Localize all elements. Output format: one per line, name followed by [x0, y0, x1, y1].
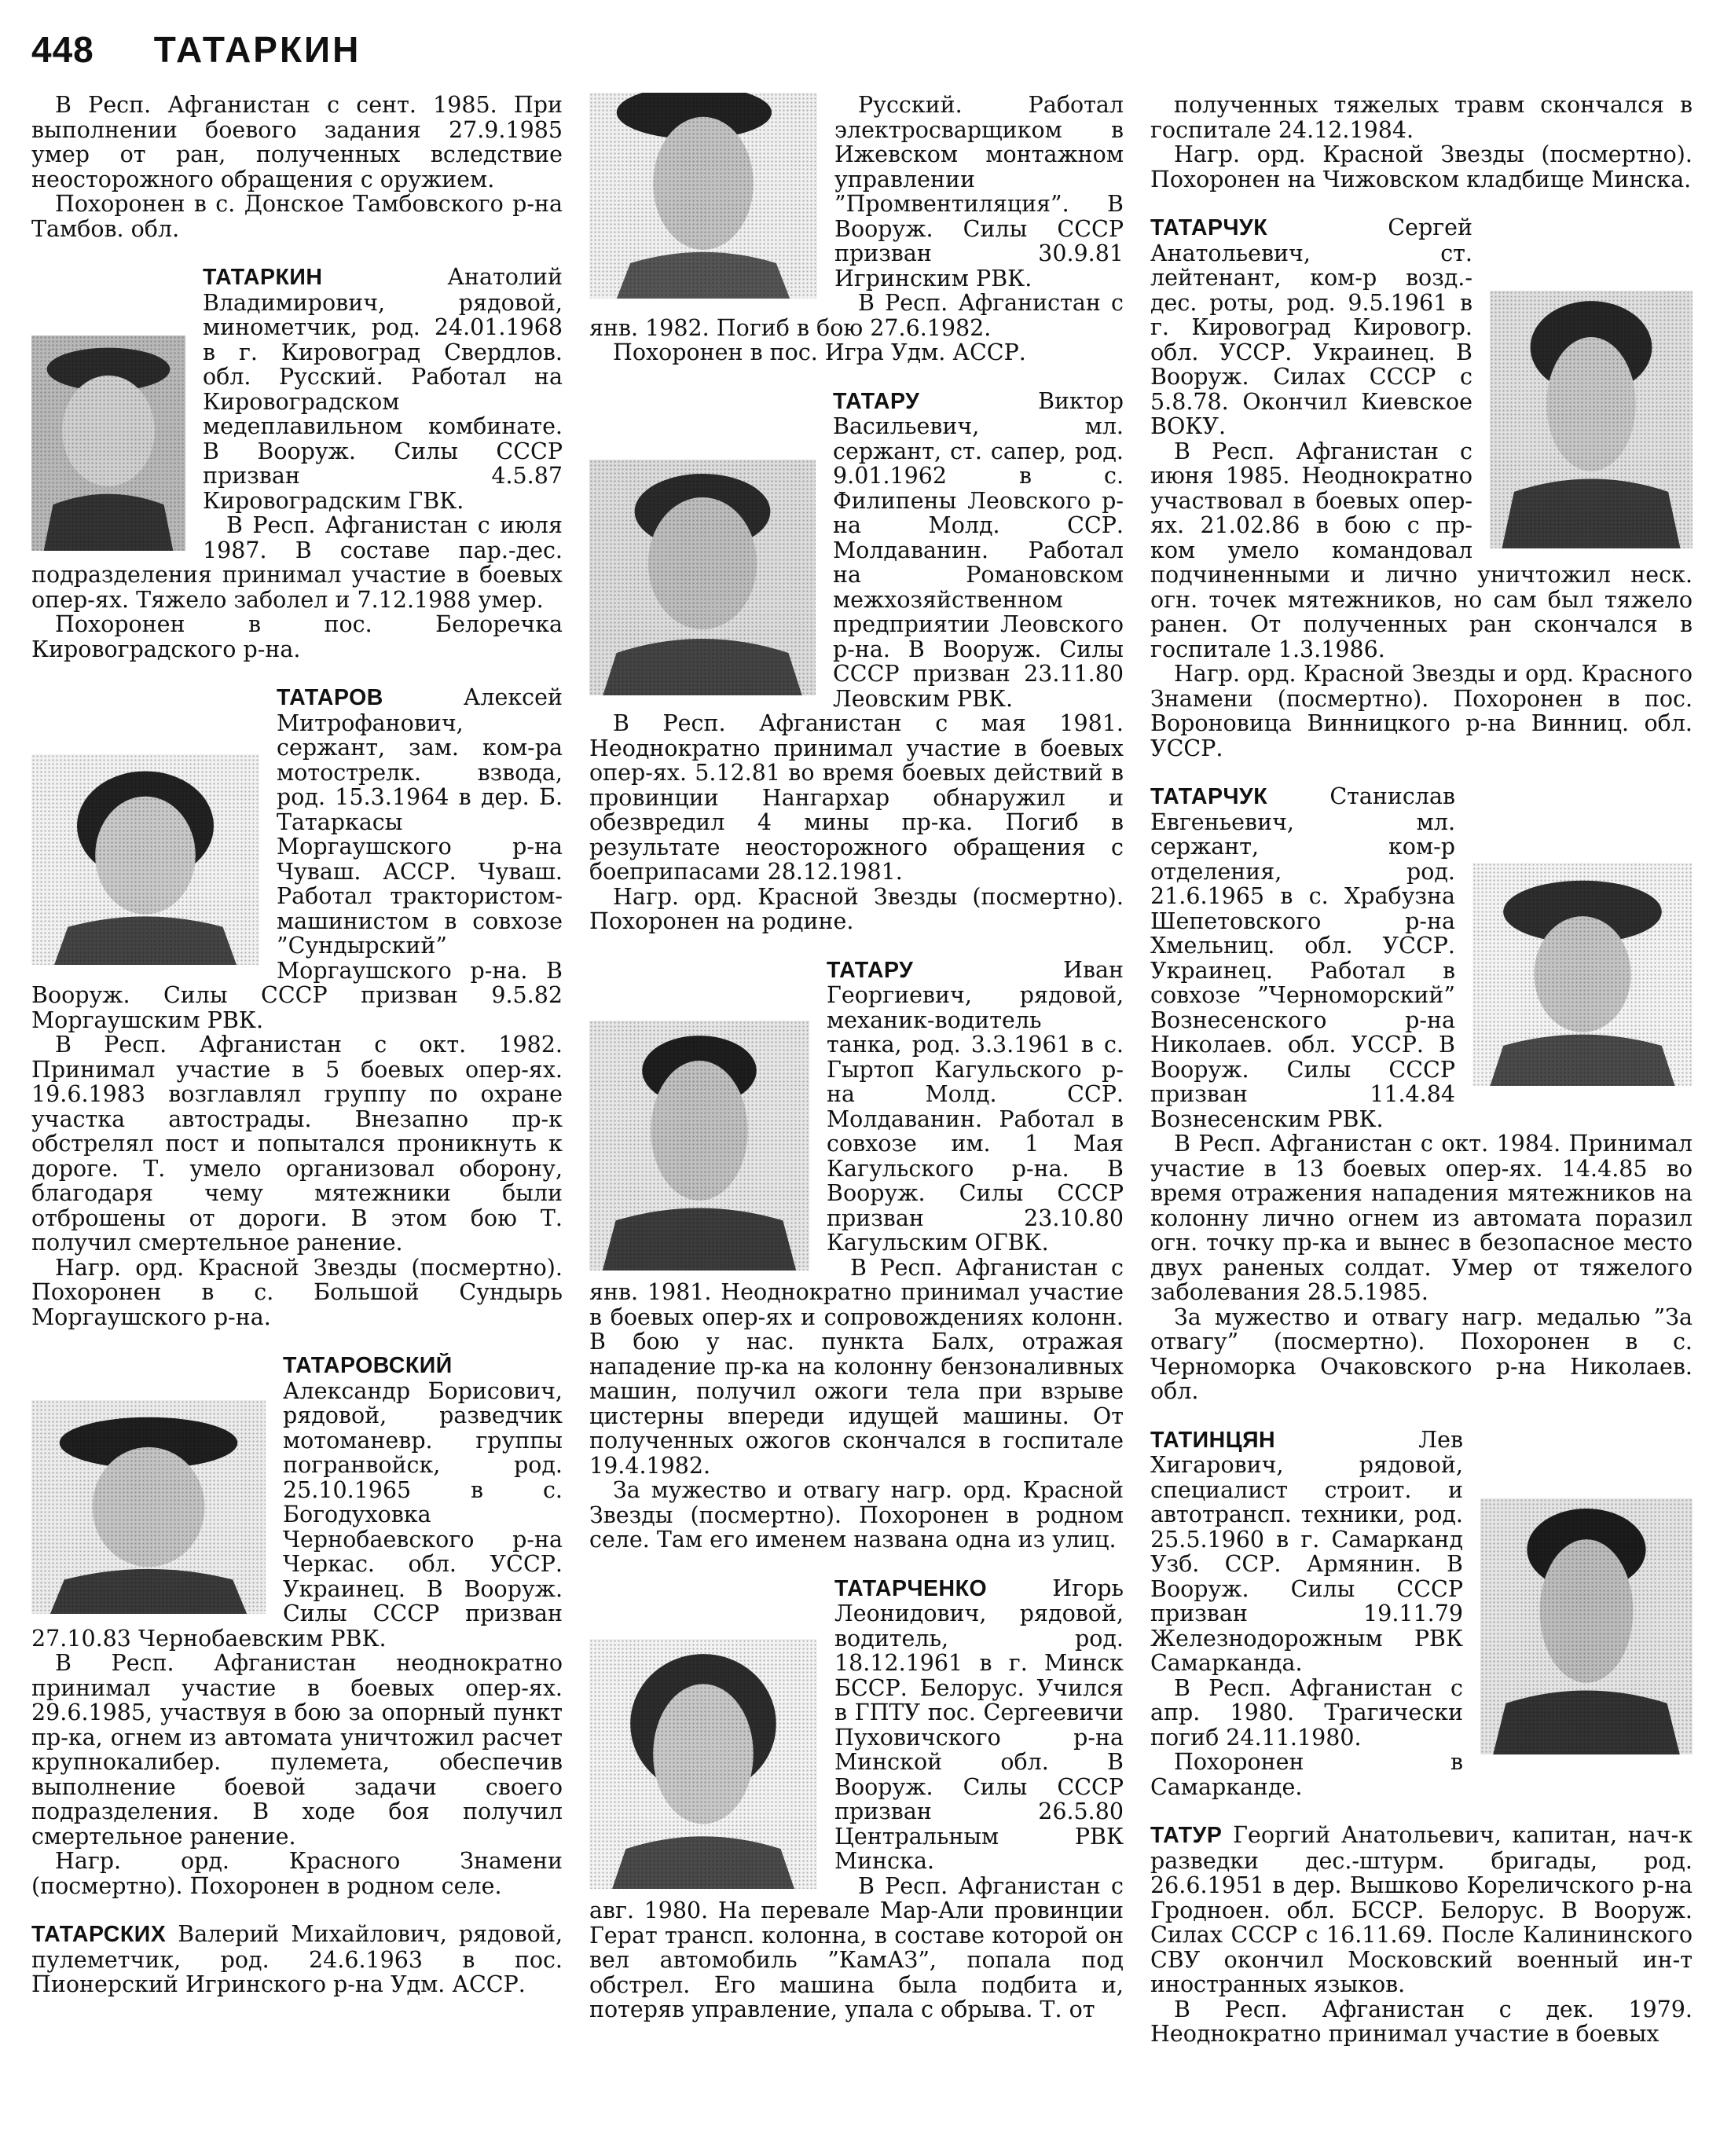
entry-paragraph: Русский. Работал электросварщиком в Ижевском монтажном управлении ”Промвентиляция”. В Вооруж. Силы СССР призван 30.9.81 Игринским РВК.: [834, 93, 1124, 292]
entry-paragraph: В Респ. Афганистан с янв. 1982. Погиб в бою 27.6.1982.: [589, 290, 1124, 341]
portrait-photo: [589, 1639, 817, 1889]
entry-paragraph: В Респ. Афганистан с дек. 1979. Неоднократно принимал участие в боевых: [1150, 1996, 1692, 2047]
entry-lead: Алексей Митрофанович, сержант, зам. ком-ра мотострелк. взвода, род. 15.3.1964 в дер. Б. Татаркасы Моргаушского р-на Чуваш. АССР. Чуваш. Работал трактористом-машинистом в совхозе ”Сундырский” Моргаушского р-на. В Вооруж. Силы СССР призван 9.5.82 Моргаушским РВК.: [31, 685, 563, 1033]
entry-name: ТАТАРСКИХ: [31, 1922, 167, 1947]
entry-paragraph: В Респ. Афганистан с апр. 1980. Трагически погиб 24.11.1980.: [1150, 1674, 1463, 1751]
entry-name: ТАТАРУ: [827, 957, 914, 983]
entry-paragraph: В Респ. Афганистан с авг. 1980. На перевале Мар-Али провинции Герат трансп. колонна, в составе которой он вел автомобиль ”КамАЗ”, попала под обстрел. Его машина была подбита и, потеряв управление, упала с обрыва. Т. от: [589, 1872, 1124, 2022]
entry-lead: Лев Хигарович, рядовой, специалист строит. и автотрансп. техники, род. 25.5.1960 в г. Самарканд Узб. ССР. Армянин. В Вооруж. Силы СССР призван 19.11.79 Железнодорожным РВК Самарканда.: [1150, 1427, 1463, 1676]
entry-tatarchuk-sergey: [1150, 215, 1692, 761]
entry-name: ТАТАРЧУК: [1150, 784, 1268, 809]
portrait-photo: [1472, 863, 1692, 1086]
running-headword: ТАТАРКИН: [153, 29, 361, 70]
entry-name: ТАТАРОВ: [277, 685, 383, 710]
entry-tatintsyan: [1150, 1428, 1692, 1800]
entry-lead: Георгий Анатольевич, капитан, нач-к разведки дес.-штурм. бригады, род. 26.6.1951 в дер. Вышково Кореличского р-на Гродноен. обл. БССР. Белорус. В Вооруж. Силах СССР с 16.11.69. После Калининского СВУ окончил Московский военный ин-т иностранных языков.: [1150, 1823, 1692, 1997]
entry-name: ТАТИНЦЯН: [1150, 1427, 1276, 1453]
portrait-photo: [31, 754, 259, 965]
entry-paragraph: В Респ. Афганистан с июля 1987. В составе пар.-дес. подразделения принимал участие в боевых опер-ях. Тяжело заболел и 7.12.1988 умер.: [31, 512, 563, 613]
entry-lead: Валерий Михайлович, рядовой, пулеметчик, род. 24.6.1963 в пос. Пионерский Игринского р-на Удм. АССР.: [31, 1922, 563, 1997]
entry-tataru-ivan: [589, 958, 1124, 1553]
portrait-photo: [589, 1021, 809, 1270]
entry-tatur: [1150, 1823, 1692, 2047]
portrait-photo: [1480, 1498, 1692, 1754]
entry-lead: Анатолий Владимирович, рядовой, минометчик, род. 24.01.1968 в г. Кировоград Свердлов. обл. Русский. Работал на Кировоградском медеплавильном комбинате. В Вооруж. Силы СССР призван 4.5.87 Кировоградским ГВК.: [203, 265, 563, 514]
portrait-photo: [31, 1400, 266, 1614]
entry-tatarov: [31, 685, 563, 1329]
entry-tatarovsky: [31, 1353, 563, 1898]
entry-paragraph: За мужество и отвагу нагр. медалью ”За отвагу” (посмертно). Похоронен в с. Черноморка Очаковского р-на Николаев. обл.: [1150, 1304, 1692, 1404]
entry-lead: Виктор Васильевич, мл. сержант, ст. сапер, род. 9.01.1962 в с. Филипены Леовского р-на Молд. ССР. Молдаванин. Работал на Романовском межхозяйственном предприятии Леовского р-на. В Вооруж. Силы СССР призван 23.11.80 Леовским РВК.: [833, 388, 1124, 712]
entry-name: ТАТАРЧЕНКО: [834, 1575, 988, 1601]
entry-paragraph: Похоронен в с. Донское Тамбовского р-на Тамбов. обл.: [31, 191, 563, 241]
entry-name: ТАТАРКИН: [203, 265, 323, 290]
entry-paragraph: Нагр. орд. Красной Звезды (посмертно). Похоронен в с. Большой Сундырь Моргаушского р-на.: [31, 1254, 563, 1329]
entry-paragraph: В Респ. Афганистан с июня 1985. Неоднократно участвовал в боевых опер-ях. 21.02.86 в бою с пр-ком умело командовал подчиненными и лично уничтожил неск. огн. точек мятежников, но сам был тяжело ранен. От полученных ран скончался в госпитале 1.3.1986.: [1150, 438, 1692, 662]
entry-paragraph: полученных тяжелых травм скончался в госпитале 24.12.1984.: [1150, 93, 1692, 143]
entry-paragraph: Нагр. орд. Красной Звезды (посмертно). Похоронен на родине.: [589, 883, 1124, 934]
entry-paragraph: В Респ. Афганистан с окт. 1984. Принимал участие в 13 боевых опер-ях. 14.4.85 во время отражения нападения мятежников на колонну лично огнем из автомата поразил огн. точку пр-ка и вынес в безопасное место двух раненых солдат. Умер от тяжелого заболевания 28.5.1985.: [1150, 1131, 1692, 1305]
entry-lead: Иван Георгиевич, рядовой, механик-водитель танка, род. 3.3.1961 в с. Гыртоп Кагульского р-на Молд. ССР. Молдаванин. Работал в совхозе им. 1 Мая Кагульского р-на. В Вооруж. Силы СССР призван 23.10.80 Кагульским ОГВК.: [827, 957, 1124, 1256]
entry-paragraph: За мужество и отвагу нагр. орд. Красной Звезды (посмертно). Похоронен в родном селе. Там его именем названа одна из улиц.: [589, 1477, 1124, 1553]
entry-paragraph: Похоронен в Самарканде.: [1150, 1749, 1463, 1799]
entry-paragraph: В Респ. Афганистан с янв. 1981. Неоднократно принимал участие в боевых опер-ях и сопровождениях колонн. В бою у нас. пункта Балх, отражая нападение пр-ка на колонну бензоналивных машин, получил ожоги тела при взрыве цистерны впереди идущей машины. От полученных ожогов скончался в госпитале 19.4.1982.: [589, 1254, 1124, 1479]
column-3: [1150, 93, 1692, 2156]
entry-tataru-viktor: [589, 389, 1124, 934]
entry-tatarchuk-stanislav: [1150, 784, 1692, 1404]
entry-paragraph: В Респ. Афганистан с окт. 1982. Принимал участие в 5 боевых опер-ях. 19.6.1983 возглавлял группу по охране участка автострады. Внезапно пр-к обстрелял пост и попытался проникнуть к дороге. Т. умело организовал оборону, благодаря чему мятежники были отброшены от дороги. В этом бою Т. получил смертельное ранение.: [31, 1032, 563, 1256]
column-2: [589, 93, 1124, 2156]
page-header: [31, 28, 361, 75]
portrait-photo: [1490, 291, 1692, 548]
entry-name: ТАТАРОВСКИЙ: [283, 1353, 453, 1378]
portrait-photo: [589, 93, 817, 299]
entry-paragraph: Похоронен в пос. Белоречка Кировоградского р-на.: [31, 611, 563, 662]
entry-lead: Игорь Леонидович, рядовой, водитель, род. 18.12.1961 в г. Минск БССР. Белорус. Учился в ГПТУ пос. Сергеевичи Пуховичского р-на Минской обл. В Вооруж. Силы СССР призван 26.5.80 Центральным РВК Минска.: [834, 1575, 1124, 1874]
entry-name: ТАТУР: [1150, 1823, 1223, 1848]
entry-tatarskikh: [31, 1922, 563, 1997]
entry-lead: Станислав Евгеньевич, мл. сержант, ком-р отделения, род. 21.6.1965 в с. Храбузна Шепетовского р-на Хмельниц. обл. УССР. Украинец. Работал в совхозе ”Черноморский” Вознесенского р-на Николаев. обл. УССР. В Вооруж. Силы СССР призван 11.4.84 Вознесенским РВК.: [1150, 784, 1455, 1132]
entry-lead: Сергей Анатольевич, ст. лейтенант, ком-р возд.-дес. роты, род. 9.5.1961 в г. Кировоград Кировогр. обл. УССР. Украинец. В Вооруж. Силах СССР с 5.8.78. Окончил Киевское ВОКУ.: [1150, 215, 1472, 439]
page-number: 448: [31, 29, 94, 70]
entry-paragraph: Похоронен в пос. Игра Удм. АССР.: [613, 339, 1026, 365]
entry-tatarkin: [31, 265, 563, 662]
entry-tatarchenko: [589, 1576, 1124, 2022]
entry-paragraph: Нагр. орд. Красной Звезды (посмертно). Похоронен на Чижовском кладбище Минска.: [1150, 141, 1692, 192]
entry-paragraph: В Респ. Афганистан с сент. 1985. При выполнении боевого задания 27.9.1985 умер от ран, полученных вследствие неосторожного обращения с оружием.: [31, 93, 563, 192]
continued-entry: [1150, 93, 1692, 192]
entry-name: ТАТАРУ: [833, 388, 920, 414]
entry-lead: Александр Борисович, рядовой, разведчик мотоманевр. группы погранвойск, род. 25.10.1965 в с. Богодуховка Чернобаевского р-на Черкас. обл. УССР. Украинец. В Вооруж. Силы СССР призван 27.10.83 Чернобаевским РВК.: [31, 1377, 563, 1652]
entry-paragraph: В Респ. Афганистан неоднократно принимал участие в боевых опер-ях. 29.6.1985, участвуя в бою за опорный пункт пр-ка, огнем из автомата уничтожил расчет крупнокалибер. пулемета, обеспечив выполнение боевой задачи своего подразделения. В ходе боя получил смертельное ранение.: [31, 1650, 563, 1850]
portrait-photo: [31, 336, 185, 551]
entry-paragraph: В Респ. Афганистан с мая 1981. Неоднократно принимал участие в боевых опер-ях. 5.12.81 во время боевых действий в провинции Нангархар обнаружил и обезвредил 4 мины пр-ка. Погиб в результате неосторожного обращения с боеприпасами 28.12.1981.: [589, 710, 1124, 885]
portrait-photo: [589, 460, 816, 695]
entry-paragraph: Нагр. орд. Красного Знамени (посмертно). Похоронен в родном селе.: [31, 1848, 563, 1898]
continued-entry: [589, 93, 1124, 365]
entry-paragraph: Нагр. орд. Красной Звезды и орд. Красного Знамени (посмертно). Похоронен в пос. Вороновица Винницкого р-на Винниц. обл. УССР.: [1150, 661, 1692, 761]
entry-name: ТАТАРЧУК: [1150, 215, 1268, 240]
column-1: [31, 93, 563, 2156]
continued-entry: [31, 93, 563, 241]
